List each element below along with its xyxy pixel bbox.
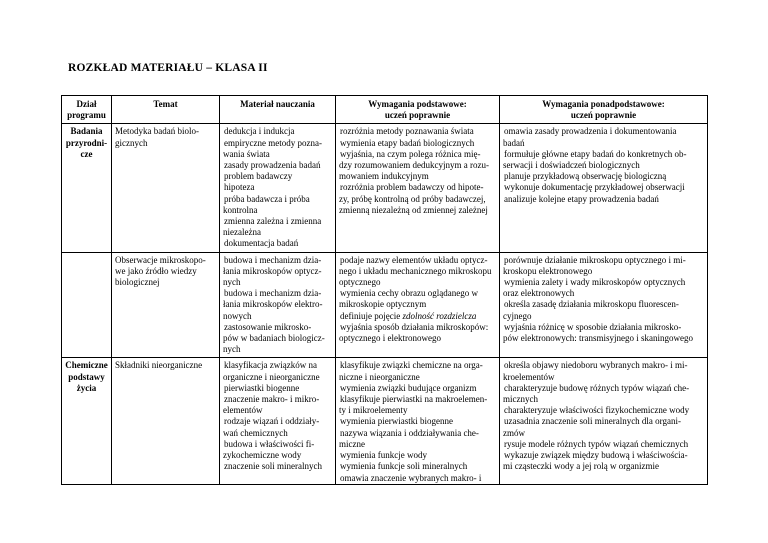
cell-line: wymienia etapy badań biologicznych <box>340 137 475 148</box>
cell-line: problem badawczy <box>224 171 293 182</box>
cell-line: rodzaje wiązań i oddziały- <box>224 416 320 427</box>
cell-line: miczne <box>339 438 365 449</box>
cell-line: wań chemicznych <box>223 427 288 438</box>
cell-line: gicznych <box>115 137 148 148</box>
cell-line: planuje przykładową obserwację biologiczną <box>504 171 667 182</box>
cell-line: Wymagania ponadpodstawowe: <box>542 99 665 109</box>
cell-line: dzy rozumowaniem dedukcyjnym a rozu- <box>339 160 489 171</box>
cell-line: porównuje działanie mikroskopu optycznego i mi- <box>504 254 686 265</box>
syllabus-table <box>61 95 708 485</box>
cell-line: pów elektronowych: transmisyjnego i skaningowego <box>503 333 693 344</box>
cell-line: zy, próbę kontrolną od próby badawczej, <box>339 193 486 204</box>
cell-line: Dział <box>76 99 97 109</box>
cell-line: znaczenie makro- i mikro- <box>224 394 320 405</box>
cell-line: wymienia pierwiastki biogenne <box>340 416 453 427</box>
advanced-requirements-cell <box>500 358 708 484</box>
cell-line: optycznego <box>339 277 381 288</box>
cell-line: dedukcja i indukcja <box>224 126 295 137</box>
cell-line: Składniki nieorganiczne <box>115 360 203 371</box>
cell-line: uzasadnia znaczenie soli mineralnych dla organi- <box>504 416 682 427</box>
cell-line: wykazuje związek między budową i właściwościa- <box>504 450 688 461</box>
cell-line: nego i układu mechanicznego mikroskopu <box>339 265 492 276</box>
cell-line: wymienia cechy obrazu oglądanego w <box>340 288 478 299</box>
cell-line: definiuje pojęcie zdolność rozdzielcza <box>340 310 477 321</box>
cell-line: życia <box>76 382 97 393</box>
cell-line: wymienia związki budujące organizm <box>340 382 477 393</box>
cell-line: elementów <box>223 405 263 416</box>
cell-line: wymienia funkcje wody <box>340 450 427 461</box>
advanced-requirements-cell <box>500 124 708 252</box>
cell-line: kontrolna <box>223 204 258 215</box>
cell-line: Wymagania podstawowe: <box>368 99 467 109</box>
header-material: Materiał nauczania <box>220 96 336 124</box>
material-cell <box>220 252 336 358</box>
topic-cell <box>112 124 220 252</box>
cell-line: ty i mikroelementy <box>339 405 408 416</box>
basic-requirements-cell <box>336 358 500 484</box>
cell-line: kroelementów <box>503 371 555 382</box>
table-row <box>62 252 708 358</box>
cell-line: łania mikroskopów elektro- <box>223 299 323 310</box>
cell-line: wymienia zalety i wady mikroskopów optycznych <box>504 277 686 288</box>
cell-line: programu <box>67 110 106 121</box>
cell-line: próba badawcza i próba <box>224 193 310 204</box>
cell-line: Chemiczne <box>65 360 108 371</box>
cell-line: badań <box>503 137 525 148</box>
cell-line: niczne i nieorganiczne <box>339 371 420 382</box>
cell-line: organiczne i nieorganiczne <box>223 371 320 382</box>
material-cell <box>220 124 336 252</box>
cell-line: Obserwacje mikroskopo- <box>115 254 206 265</box>
cell-line: zmienną niezależną od zmiennej zależnej <box>339 204 488 215</box>
cell-line: cyjnego <box>503 310 532 321</box>
cell-line: nowych <box>223 310 252 321</box>
header-advanced-requirements <box>500 96 708 124</box>
cell-line: we jako źródło wiedzy <box>115 265 197 276</box>
cell-line: znaczenie soli mineralnych <box>224 461 322 472</box>
cell-line: mikroskopie optycznym <box>339 299 427 310</box>
section-cell <box>62 358 112 484</box>
cell-line: rozróżnia problem badawczy od hipote- <box>340 182 484 193</box>
cell-line: serwacji i doświadczeń biologicznych <box>503 160 640 171</box>
table-row <box>62 124 708 252</box>
cell-line: optycznego i elektronowego <box>339 333 441 344</box>
section-cell <box>62 252 112 358</box>
cell-line: omawia znaczenie wybranych makro- i <box>340 472 482 483</box>
cell-line: nych <box>223 344 241 355</box>
header-section <box>62 96 112 124</box>
cell-line: wymienia funkcje soli mineralnych <box>340 461 468 472</box>
cell-line: wyjaśnia, na czym polega różnica mię- <box>340 148 481 159</box>
cell-line: empiryczne metody pozna- <box>224 137 322 148</box>
cell-line: podaje nazwy elementów układu optycz- <box>340 254 488 265</box>
cell-line: zasady prowadzenia badań <box>224 160 321 171</box>
cell-line: uczeń poprawnie <box>384 110 451 121</box>
document-title: ROZKŁAD MATERIAŁU – KLASA II <box>68 62 268 74</box>
header-topic: Temat <box>112 96 220 124</box>
cell-line: niezależna <box>223 227 261 238</box>
cell-line: budowa i mechanizm dzia- <box>224 254 322 265</box>
cell-line: budowa i właściwości fi- <box>224 438 315 449</box>
cell-line: rozróżnia metody poznawania świata <box>340 126 474 137</box>
topic-cell <box>112 252 220 358</box>
cell-line: wania świata <box>223 148 270 159</box>
cell-line: charakteryzuje właściwości fizykochemiczne wody <box>504 405 690 416</box>
cell-line: mi cząsteczki wody a jej rolą w organizmie <box>503 461 660 472</box>
header-basic-requirements <box>336 96 500 124</box>
advanced-requirements-cell <box>500 252 708 358</box>
cell-line: formułuje główne etapy badań do konkretnych ob- <box>504 148 687 159</box>
cell-line: Badania <box>70 126 103 137</box>
cell-line: określa objawy niedoboru wybranych makro- i mi- <box>504 360 688 371</box>
material-cell <box>220 358 336 484</box>
cell-line: biologicznej <box>115 277 160 288</box>
cell-line: oraz elektronowych <box>503 288 575 299</box>
cell-line: pierwiastki biogenne <box>224 382 300 393</box>
cell-line: dokumentacja badań <box>224 238 299 249</box>
cell-line: klasyfikacja związków na <box>224 360 317 371</box>
basic-requirements-cell <box>336 124 500 252</box>
cell-line: podstawy <box>68 371 105 382</box>
cell-line: zmów <box>503 427 525 438</box>
cell-line: zmienna zależna i zmienna <box>224 216 322 227</box>
cell-line: hipoteza <box>224 182 255 193</box>
cell-line: pów w badaniach biologicz- <box>223 333 325 344</box>
cell-line: rysuje modele różnych typów wiązań chemicznych <box>504 438 689 449</box>
cell-line: wyjaśnia sposób działania mikroskopów: <box>340 321 489 332</box>
cell-line: kroskopu elektronowego <box>503 265 593 276</box>
cell-line: nych <box>223 277 241 288</box>
section-cell <box>62 124 112 252</box>
cell-line: nazywa wiązania i oddziaływania che- <box>340 427 479 438</box>
table-row <box>62 358 708 484</box>
cell-line: klasyfikuje pierwiastki na makroelemen- <box>340 394 488 405</box>
basic-requirements-cell <box>336 252 500 358</box>
cell-line: łania mikroskopów optycz- <box>223 265 322 276</box>
cell-line: uczeń poprawnie <box>570 110 637 121</box>
cell-line: wyjaśnia różnicę w sposobie działania mikrosko- <box>504 321 682 332</box>
cell-line: Metodyka badań biolo- <box>115 126 199 137</box>
cell-line: klasyfikuje związki chemiczne na orga- <box>340 360 483 371</box>
cell-line: mowaniem indukcyjnym <box>339 171 429 182</box>
cell-line: określa zasadę działania mikroskopu fluorescen- <box>504 299 679 310</box>
cell-line: charakteryzuje budowę różnych typów wiązań che- <box>504 382 690 393</box>
cell-line: omawia zasady prowadzenia i dokumentowania <box>504 126 677 137</box>
cell-line: przyrodni- <box>65 137 108 148</box>
cell-line: budowa i mechanizm dzia- <box>224 288 322 299</box>
table-header-row <box>62 96 708 124</box>
cell-line: wykonuje dokumentację przykładowej obserwacji <box>504 182 685 193</box>
cell-line: zastosowanie mikrosko- <box>224 321 312 332</box>
topic-cell <box>112 358 220 484</box>
cell-line: cze <box>80 148 93 159</box>
cell-line: micznych <box>503 394 538 405</box>
cell-line: analizuje kolejne etapy prowadzenia badań <box>504 193 659 204</box>
cell-line: zykochemiczne wody <box>223 450 302 461</box>
